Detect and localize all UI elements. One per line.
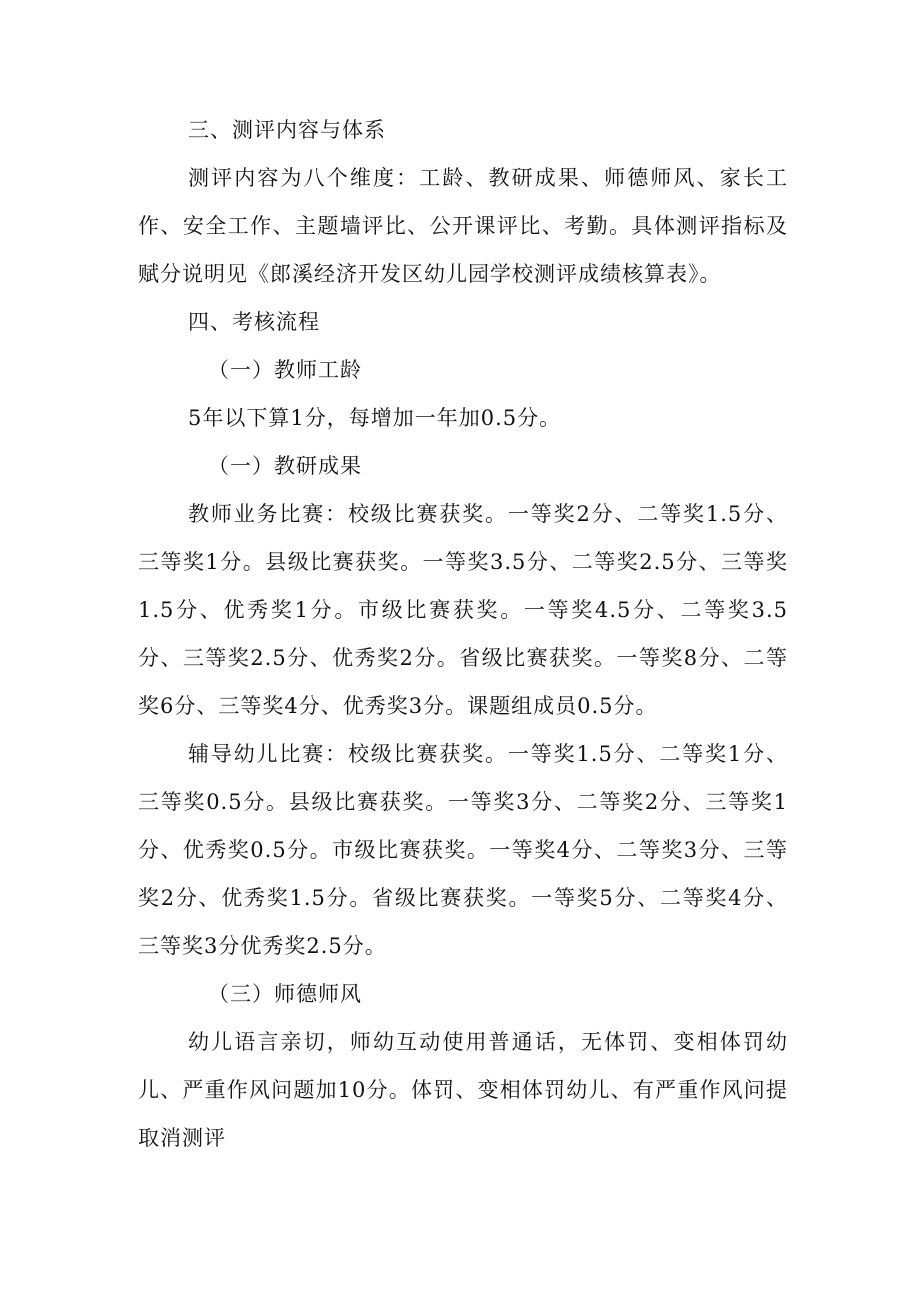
section-heading-4: 四、考核流程 — [188, 310, 320, 334]
subheading-teacher-seniority: （一）教师工龄 — [208, 358, 362, 382]
paragraph-child-competition: 辅导幼儿比赛：校级比赛获奖。一等奖1.5分、二等奖1分、三等奖0.5分。县级比赛获奖。一等奖3分、二等奖2分、三等奖1分、优秀奖0.5分。市级比赛获奖。一等奖4分、二等奖3分、三等奖2分、优秀奖1.5分。省级比赛获奖。一等奖5分、二等奖4分、三等奖3分优秀奖2.5分。 — [138, 742, 788, 958]
subheading-teacher-ethics: （三）师德师风 — [208, 982, 362, 1006]
paragraph-teacher-competition: 教师业务比赛：校级比赛获奖。一等奖2分、二等奖1.5分、三等奖1分。县级比赛获奖。一等奖3.5分、二等奖2.5分、三等奖1.5分、优秀奖1分。市级比赛获奖。一等奖4.5分、二等奖3.5分、三等奖2.5分、优秀奖2分。省级比赛获奖。一等奖8分、二等奖6分、三等奖4分、优秀奖3分。课题组成员0.5分。 — [138, 502, 788, 718]
subheading-research-results: （一）教研成果 — [208, 454, 362, 478]
paragraph-evaluation-content: 测评内容为八个维度：工龄、教研成果、师德师风、家长工作、安全工作、主题墙评比、公开课评比、考勤。具体测评指标及赋分说明见《郎溪经济开发区幼儿园学校测评成绩核算表》。 — [138, 166, 788, 286]
paragraph-seniority-rule: 5年以下算1分，每增加一年加0.5分。 — [188, 406, 562, 430]
paragraph-ethics-rule: 幼儿语言亲切，师幼互动使用普通话，无体罚、变相体罚幼儿、严重作风问题加10分。体罚、变相体罚幼儿、有严重作风问提取消测评 — [138, 1030, 788, 1150]
section-heading-3: 三、测评内容与体系 — [188, 118, 386, 142]
